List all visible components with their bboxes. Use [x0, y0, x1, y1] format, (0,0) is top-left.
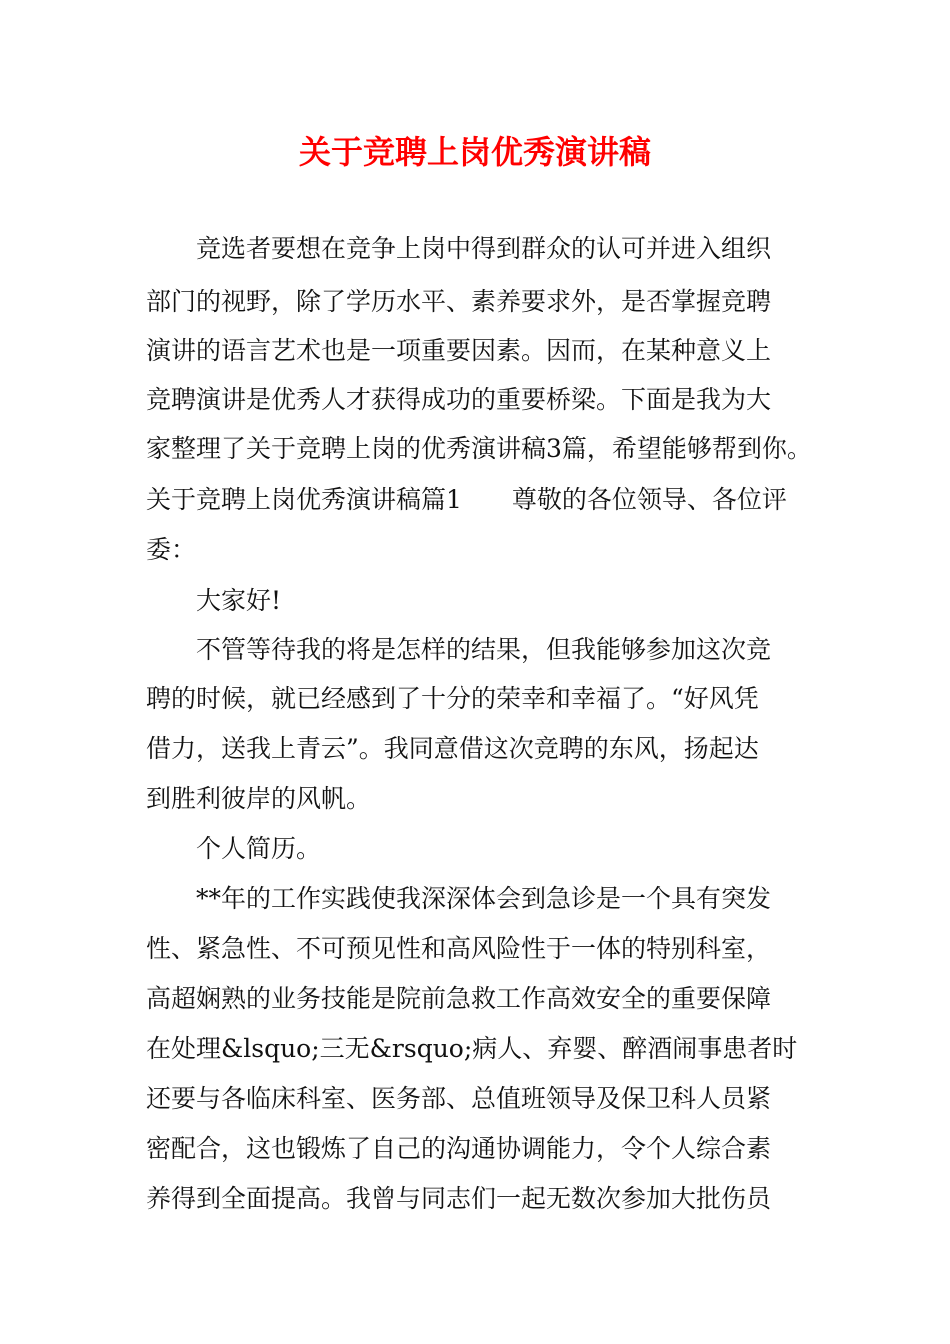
body-line-19: 密配合，这也锻炼了自己的沟通协调能力，令个人综合素	[146, 1134, 772, 1163]
body-line-9: 不管等待我的将是怎样的结果，但我能够参加这次竞	[196, 635, 772, 664]
body-line-14: **年的工作实践使我深深体会到急诊是一个具有突发	[196, 884, 772, 913]
document-title: 关于竞聘上岗优秀演讲稿	[298, 133, 651, 171]
body-line-4: 竞聘演讲是优秀人才获得成功的重要桥梁。下面是我为大	[146, 385, 772, 414]
body-line-6: 关于竞聘上岗优秀演讲稿篇1 尊敬的各位领导、各位评	[146, 485, 787, 514]
body-line-15: 性、紧急性、不可预见性和高风险性于一体的特别科室，	[146, 934, 772, 963]
body-line-5: 家整理了关于竞聘上岗的优秀演讲稿3篇，希望能够帮到你。	[146, 434, 812, 463]
body-line-7: 委：	[146, 535, 197, 564]
body-line-3: 演讲的语言艺术也是一项重要因素。因而，在某种意义上	[146, 336, 772, 365]
body-line-12: 到胜利彼岸的风帆。	[146, 784, 372, 813]
body-line-10: 聘的时候，就已经感到了十分的荣幸和幸福了。“好风凭	[146, 684, 759, 713]
body-line-17: 在处理&lsquo;三无&rsquo;病人、弃婴、醉酒闹事患者时	[146, 1034, 798, 1063]
body-line-20: 养得到全面提高。我曾与同志们一起无数次参加大批伤员	[146, 1184, 772, 1213]
section-heading-resume: 个人简历。	[196, 834, 322, 863]
body-line-16: 高超娴熟的业务技能是院前急救工作高效安全的重要保障	[146, 984, 772, 1013]
body-line-2: 部门的视野，除了学历水平、素养要求外，是否掌握竞聘	[146, 287, 772, 316]
greeting-line: 大家好!	[196, 586, 282, 615]
body-line-1: 竞选者要想在竞争上岗中得到群众的认可并进入组织	[196, 234, 772, 263]
body-line-18: 还要与各临床科室、医务部、总值班领导及保卫科人员紧	[146, 1084, 772, 1113]
body-line-11: 借力，送我上青云”。我同意借这次竞聘的东风，扬起达	[146, 734, 759, 763]
